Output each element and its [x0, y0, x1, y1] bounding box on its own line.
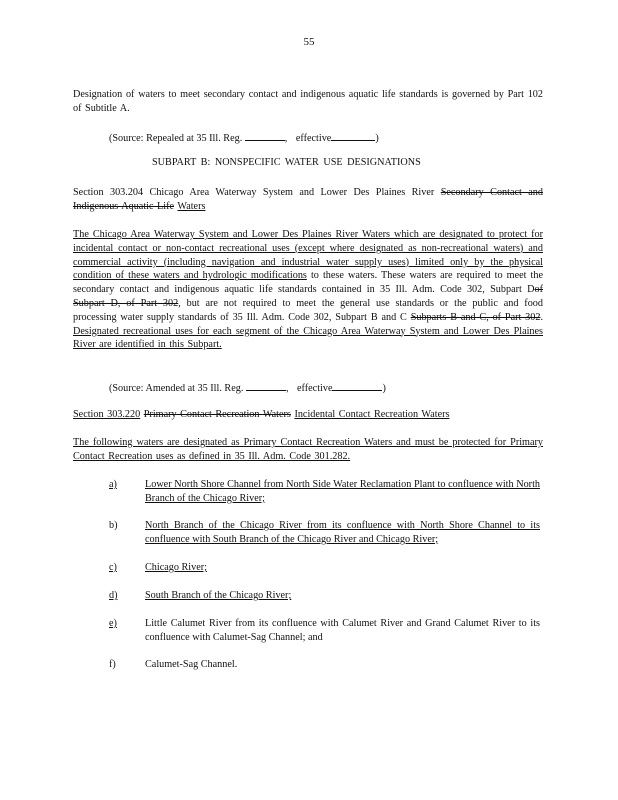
- list-item-text: Calumet-Sag Channel.: [145, 659, 238, 670]
- list-item-label: e): [109, 618, 117, 629]
- source-note-repealed: [109, 130, 379, 146]
- reg-blank: [245, 130, 285, 141]
- body-text-3: .: [540, 311, 544, 323]
- list-item-label: f): [109, 659, 116, 670]
- reg-blank: [246, 380, 286, 391]
- source-text: Amended at 35 Ill. Reg.: [145, 383, 244, 394]
- struck-text-1: of Subpart D, of Part 302: [73, 284, 543, 309]
- source-note-amended: [109, 380, 386, 396]
- list-item-text: Little Calumet River from its confluence with Calumet River and Grand Calumet River to its confluence with Calumet-Sag Channel; and: [145, 618, 540, 643]
- source-close: ): [375, 133, 379, 144]
- added-text-2: Designated recreational uses for each segment of the Chicago Area Waterway System and Lower Des Plaines River are identified in this Subpart.: [73, 325, 543, 351]
- section-number: Section 303.220: [73, 409, 141, 420]
- added-text-1: The Chicago Area Waterway System and Lower Des Plaines River Waters which are designated to protect for incidental contact or non-contact recreational uses (except where designated as non-recreational waters) and commercial activity (including navigation and industrial water supply uses) limited only by the physical condition of these waters and hydrologic modifications: [73, 229, 543, 282]
- effective-label: effective: [297, 383, 333, 394]
- section-number: Section 303.204: [73, 187, 144, 198]
- source-label: (Source:: [109, 383, 144, 394]
- page-number: 55: [303, 36, 315, 48]
- source-close: ): [382, 383, 386, 394]
- section-title-added: Incidental Contact Recreation Waters: [294, 409, 450, 420]
- source-label: (Source:: [109, 133, 144, 144]
- list-item-text: North Branch of the Chicago River from its confluence with North Shore Channel to its confluence with South Branch of the Chicago River and Chicago River;: [145, 520, 540, 545]
- source-comma: ,: [284, 133, 288, 144]
- list-item-label: c): [109, 562, 117, 573]
- section-303-220-body: The following waters are designated as Primary Contact Recreation Waters and must be protected for Primary Contact Recreation uses as defined in 35 Ill. Adm. Code 301.282.: [73, 437, 543, 462]
- effective-blank: [331, 130, 375, 141]
- body-text-2: , but are not required to meet the general use standards or the public and food processing water supply standards of 35 Ill. Adm. Code 302, Subpart B and C: [73, 297, 543, 323]
- section-title-struck: Primary Contact Recreation Waters: [143, 409, 291, 420]
- list-item-label: b): [109, 520, 118, 531]
- list-item-text: South Branch of the Chicago River;: [145, 590, 292, 601]
- effective-label: effective: [295, 133, 332, 144]
- struck-text-2: Subparts B and C, of Part 302: [410, 311, 541, 323]
- body-text-1: to these waters. These waters are required to meet the secondary contact and indigenous aquatic life standards contained in 35 Ill. Adm. Code 302, Subpart D: [73, 270, 544, 296]
- section-title-kept: Chicago Area Waterway System and Lower Des Plaines River: [149, 187, 435, 198]
- source-text: Repealed at 35 Ill. Reg.: [146, 133, 243, 144]
- section-303-220-heading: [73, 408, 543, 422]
- section-303-204-body: [73, 228, 543, 352]
- effective-blank: [332, 380, 382, 391]
- section-303-204-heading: [73, 186, 543, 214]
- source-comma: ,: [285, 383, 289, 394]
- section-title-struck: Secondary Contact and Indigenous Aquatic Life: [73, 187, 543, 212]
- section-title-added: Waters: [177, 200, 206, 212]
- intro-paragraph: Designation of waters to meet secondary contact and indigenous aquatic life standards is governed by Part 102 of Subtitle A.: [73, 89, 543, 114]
- subpart-title: SUBPART B: NONSPECIFIC WATER USE DESIGNATIONS: [152, 157, 421, 168]
- list-item-label: a): [109, 479, 117, 490]
- list-item-label: d): [109, 590, 118, 601]
- list-item-text: Chicago River;: [145, 562, 207, 573]
- list-item-text: Lower North Shore Channel from North Side Water Reclamation Plant to confluence with North Branch of the Chicago River;: [145, 479, 540, 504]
